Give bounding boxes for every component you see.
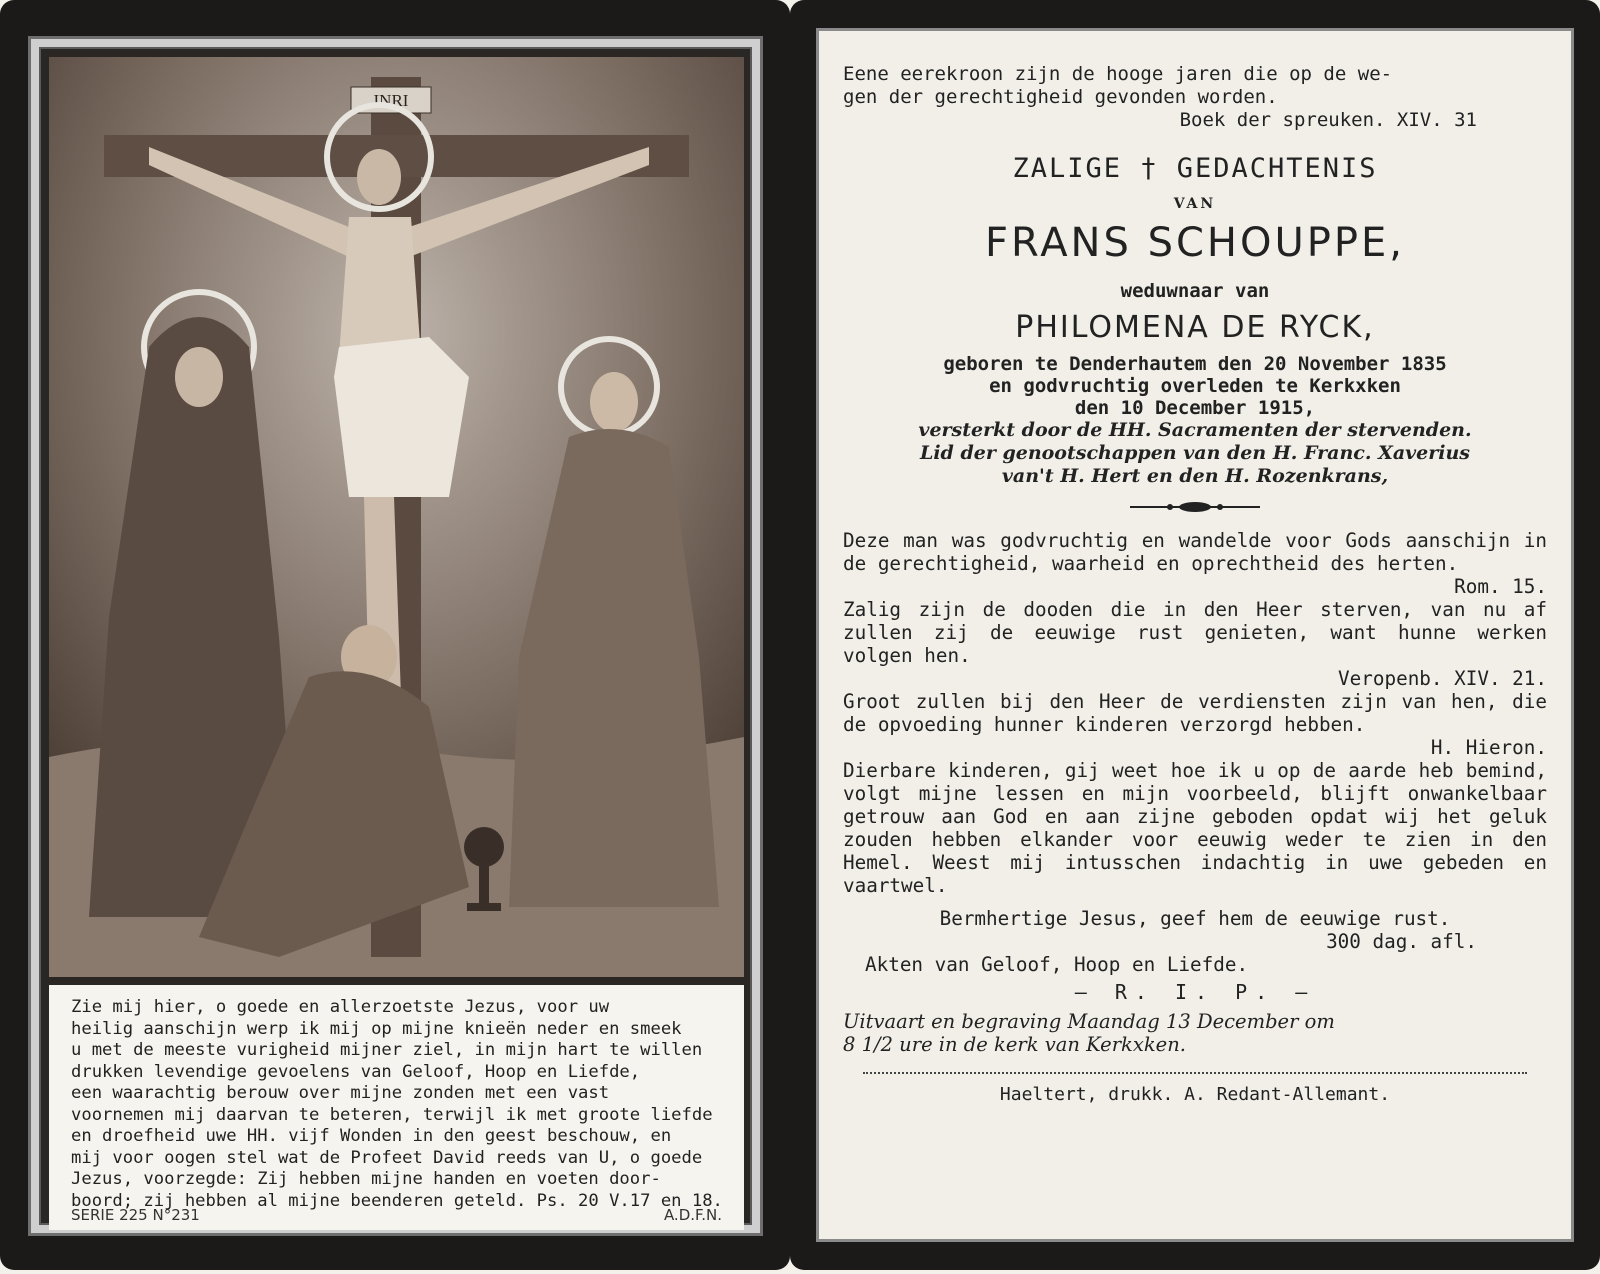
prayer-line: en droefheid uwe HH. vijf Wonden in den geest beschouw, en [71, 1126, 672, 1146]
prayer-line: voornemen mij daarvan te beteren, terwijl ik met groote liefde [71, 1104, 713, 1125]
serie-number: SERIE 225 N°231 [71, 1206, 200, 1224]
verse-1-text: Deze man was godvruchtig en wandelde voor Gods aanschijn in de gerechtigheid, waarheid en oprechtheid des herten. [843, 529, 1547, 575]
memorial-text [843, 63, 1547, 1105]
italic-line: versterkt door de HH. Sacramenten der stervenden. [918, 419, 1472, 441]
prayer-text [71, 997, 722, 1212]
prayer-line: u met de meeste vurigheid mijner ziel, in mijn hart te willen [71, 1040, 703, 1060]
chalice-icon [464, 827, 504, 867]
epigraph-reference: Boek der spreuken. XIV. 31 [1179, 109, 1477, 131]
right-card-frame [816, 28, 1574, 1242]
inri-text: INRI [373, 91, 409, 110]
date-line: den 10 December 1915, [1074, 397, 1316, 419]
verse-1 [843, 529, 1547, 598]
prayer-line: een waarachtig berouw over mijne zonden met een vast [71, 1083, 610, 1103]
left-card-inner [39, 47, 752, 1225]
verse-3-ref: H. Hieron. [1430, 736, 1547, 759]
prayer-footer [71, 1206, 722, 1224]
verse-2-text: Zalig zijn de dooden die in den Heer sterven, van nu af zullen zij de eeuwige rust genieten, want hunne werken volgen hen. [843, 598, 1547, 667]
italic-line: van't H. Hert en den H. Rozenkrans, [1001, 465, 1389, 487]
spouse-name: PHILOMENA DE RYCK, [1015, 310, 1375, 345]
prayer-line: drukken levendige gevoelens van Geloof, Hoop en Liefde, [71, 1061, 641, 1082]
epigraph-line: gen der gerechtigheid gevonden worden. [843, 86, 1278, 108]
prayer-line: mij voor oogen stel wat de Profeet David reeds van U, o goede [71, 1147, 703, 1168]
verse-2-ref: Veropenb. XIV. 21. [1338, 667, 1547, 690]
printer-credit: Haeltert, drukk. A. Redant-Allemant. [999, 1084, 1391, 1105]
sacraments-membership [843, 419, 1547, 488]
prayer-box [49, 985, 744, 1230]
date-line: en godvruchtig overleden te Kerkxken [989, 375, 1401, 397]
prayer-line: boord; zij hebben al mijne beenderen geteld. Ps. 20 V.17 en 18. [71, 1190, 723, 1211]
acts-line: Akten van Geloof, Hoop en Liefde. [865, 953, 1249, 976]
birth-death-dates [843, 353, 1547, 419]
rip-line: — R. I. P. — [1074, 980, 1316, 1004]
ornament-divider [843, 498, 1547, 517]
prayer-line: heilig aanschijn werp ik mij op mijne knieën neder en smeek [71, 1018, 682, 1039]
crucifixion-illustration [49, 57, 744, 977]
funeral-line: 8 1/2 ure in de kerk van Kerkxken. [843, 1033, 1186, 1056]
funeral-line: Uitvaart en begraving Maandag 13 December om [843, 1010, 1335, 1033]
epigraph-line: Eene eerekroon zijn de hooge jaren die op de we- [843, 63, 1393, 85]
italic-line: Lid der genootschappen van den H. Franc. Xaverius [919, 442, 1471, 464]
verse-2 [843, 598, 1547, 690]
widow-label: weduwnaar van [1120, 280, 1270, 302]
loincloth [334, 337, 469, 497]
indulgence: 300 dag. afl. [1326, 930, 1477, 953]
left-card-frame [28, 36, 763, 1236]
chalice-stem [479, 865, 489, 905]
publisher-mark: A.D.F.N. [663, 1206, 722, 1224]
date-line: geboren te Denderhautem den 20 November 1835 [943, 353, 1447, 375]
prayer-line: Jezus, voorzegde: Zij hebben mijne handen en voeten door- [71, 1169, 661, 1189]
crucifixion-scene [49, 57, 744, 977]
dotted-divider [863, 1072, 1527, 1074]
ornament-icon [1130, 501, 1260, 513]
verse-3-text: Groot zullen bij den Heer de verdiensten zijn van hen, die de opvoeding hunner kinderen verzorgd hebben. [843, 690, 1547, 736]
chalice-base [467, 903, 501, 911]
closing-prayer: Bermhertige Jesus, geef hem de eeuwige rust. [939, 907, 1451, 930]
christ-head [357, 149, 401, 205]
verse-1-ref: Rom. 15. [1454, 575, 1547, 598]
left-card [0, 0, 790, 1270]
deceased-name: FRANS SCHOUPPE, [985, 220, 1405, 266]
john-face [590, 372, 638, 432]
mary-face [175, 347, 223, 407]
van-label: VAN [1173, 196, 1217, 212]
verse-3 [843, 690, 1547, 759]
farewell-paragraph: Dierbare kinderen, gij weet hoe ik u op de aarde heb bemind, volgt mijne lessen en mijn voorbeeld, blijft onwankelbaar getrouw aan God en aan zijne geboden opdat wij het geluk zouden hebben elkander voor eeuwig weder te zien in den Hemel. Weest mij intusschen indachtig in uwe gebeden en vaartwel. [843, 759, 1547, 897]
prayer-line: Zie mij hier, o goede en allerzoetste Jezus, voor uw [71, 997, 610, 1017]
memorial-heading: ZALIGE † GEDACHTENIS [1012, 153, 1378, 184]
christ-torso [339, 217, 421, 357]
right-card [790, 0, 1600, 1270]
funeral-notice [843, 1010, 1547, 1056]
epigraph [843, 63, 1547, 109]
